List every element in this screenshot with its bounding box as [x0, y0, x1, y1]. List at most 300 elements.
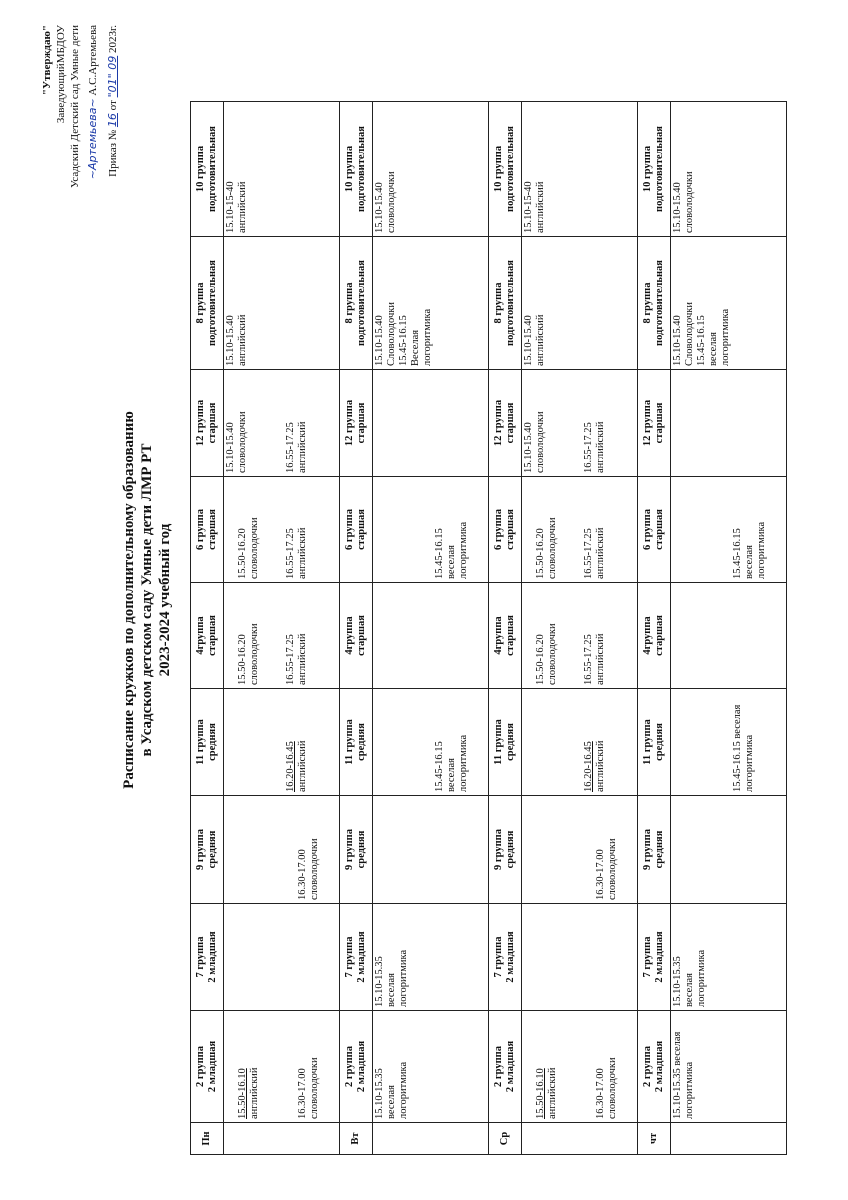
activity-cell — [671, 904, 787, 1011]
group-name: 7 группа — [642, 936, 653, 978]
day-label: Вт — [340, 1123, 373, 1155]
group-name: 2 группа — [195, 1046, 206, 1087]
group-header — [638, 102, 671, 237]
activity-line — [374, 692, 386, 792]
activity-line: логоритмика — [684, 1061, 695, 1119]
group-name: 11 группа — [195, 719, 206, 765]
group-header — [191, 1011, 224, 1123]
group-header — [340, 1011, 373, 1123]
approval-position: ЗаведующийМБДОУ — [55, 25, 67, 124]
group-name: 7 группа — [493, 936, 504, 978]
activity-line — [261, 586, 273, 685]
group-header — [638, 370, 671, 477]
page-title — [120, 0, 174, 1200]
activity-line — [273, 373, 285, 473]
group-age: подготовительная — [505, 260, 516, 346]
group-name: 4группа — [195, 616, 206, 655]
activity-line: 15.45-16.15 — [398, 315, 409, 366]
activity-line: 16.30-17.00 — [595, 849, 606, 900]
group-header — [489, 904, 522, 1011]
approval-org: Усадский Детский сад Умные дети — [69, 25, 81, 189]
activity-line: 15.10-15.40 — [523, 315, 534, 366]
activity-line — [237, 692, 249, 792]
group-header — [191, 583, 224, 689]
activity-line: 16.20-16.45 — [583, 741, 594, 792]
activity-line — [261, 480, 273, 579]
activity-line: 15.45-16.15 — [434, 528, 445, 579]
group-name: 7 группа — [195, 936, 206, 978]
activity-cell — [373, 1011, 489, 1123]
activity-cell — [522, 370, 638, 477]
activity-line: 16.55-17.25 — [285, 528, 296, 579]
group-header — [340, 583, 373, 689]
group-age: подготовительная — [207, 126, 218, 212]
activity-line — [523, 480, 535, 579]
activity-cell — [522, 689, 638, 796]
activity-cell — [373, 102, 489, 237]
activity-line — [523, 586, 535, 685]
activity-line: 15.10-15.40 — [672, 182, 683, 233]
title-line-3: 2023-2024 учебный год — [157, 523, 173, 677]
group-age: средняя — [356, 830, 367, 869]
group-age: 2 младшая — [654, 931, 665, 983]
activity-line: 16.55-17.25 — [583, 634, 594, 685]
activity-line: веселая — [446, 758, 457, 792]
activity-line — [547, 373, 559, 473]
schedule-table — [190, 101, 787, 1155]
activity-line: логоритмика — [398, 949, 409, 1007]
activity-line: английский — [297, 740, 308, 792]
activity-cell — [224, 477, 340, 583]
activity-line — [225, 480, 237, 579]
group-age: старшая — [654, 615, 665, 656]
group-name: 10 группа — [642, 145, 653, 193]
day-header-row — [638, 102, 671, 1155]
group-header — [638, 796, 671, 904]
group-name: 10 группа — [195, 145, 206, 193]
group-age: старшая — [207, 402, 218, 444]
activity-line — [684, 480, 696, 579]
group-age: 2 младшая — [207, 1040, 218, 1093]
group-header — [340, 689, 373, 796]
activity-line: 16.55-17.25 — [583, 528, 594, 579]
activity-line: веселая — [684, 973, 695, 1007]
activity-line: 16.30-17.00 — [595, 1068, 606, 1119]
activity-line — [547, 799, 559, 900]
activity-cell — [224, 102, 340, 237]
group-name: 2 группа — [344, 1046, 355, 1087]
day-spacer — [671, 1123, 787, 1155]
approval-stamp — [40, 25, 120, 315]
activity-cell — [224, 904, 340, 1011]
activity-line — [273, 692, 285, 792]
activity-line: 15.10-15.35 — [374, 1068, 385, 1119]
activity-line — [273, 480, 285, 579]
group-name: 11 группа — [642, 719, 653, 765]
activity-line — [273, 586, 285, 685]
group-name: 9 группа — [344, 829, 355, 870]
group-age: средняя — [505, 723, 516, 761]
activity-cell — [373, 477, 489, 583]
activity-cell — [522, 904, 638, 1011]
activity-cell — [671, 1011, 787, 1123]
activity-cell — [671, 796, 787, 904]
group-age: средняя — [356, 723, 367, 761]
group-header — [191, 102, 224, 237]
group-header — [191, 477, 224, 583]
group-name: 4группа — [344, 616, 355, 655]
order-number: 16 — [106, 113, 119, 128]
activity-line — [571, 586, 583, 685]
group-header — [191, 904, 224, 1011]
activity-line — [696, 480, 708, 579]
activity-line: английский — [297, 527, 308, 579]
group-age: 2 младшая — [356, 1040, 367, 1093]
activity-line: английский — [547, 1067, 558, 1119]
approval-title: "Утверждаю" — [41, 25, 53, 96]
activity-line: логоритмика — [422, 308, 433, 366]
activity-line — [386, 480, 398, 579]
activity-line — [571, 1014, 583, 1119]
activity-line: 15.10-15.35 — [374, 956, 385, 1007]
group-header — [489, 102, 522, 237]
group-header — [489, 237, 522, 370]
activity-cell — [224, 689, 340, 796]
activity-line — [249, 373, 261, 473]
activity-cell — [373, 370, 489, 477]
group-age: старшая — [654, 402, 665, 444]
group-header — [340, 904, 373, 1011]
activity-line: логоритмика — [458, 521, 469, 579]
group-age: старшая — [505, 402, 516, 444]
activity-line: логоритмика — [696, 949, 707, 1007]
group-age: старшая — [356, 615, 367, 656]
activity-line: словолодочки — [607, 1057, 618, 1119]
activity-line — [583, 1014, 595, 1119]
activity-line: 15.10-15.35 веселая — [672, 1031, 683, 1119]
group-age: подготовительная — [654, 126, 665, 212]
group-name: 11 группа — [344, 719, 355, 765]
group-header — [638, 689, 671, 796]
activity-line: 15.10-15.40 — [523, 422, 534, 473]
group-header — [489, 477, 522, 583]
group-name: 9 группа — [642, 829, 653, 870]
activity-line — [261, 373, 273, 473]
activity-line: 16.20-16.45 — [285, 741, 296, 792]
day-header-row — [489, 102, 522, 1155]
activity-line: веселая — [386, 1085, 397, 1119]
activity-line: английский — [249, 1067, 260, 1119]
activity-cell — [671, 689, 787, 796]
activity-line — [547, 692, 559, 792]
group-name: 6 группа — [642, 509, 653, 550]
activity-line: веселая — [386, 973, 397, 1007]
activity-line: словолодочки — [535, 411, 546, 473]
group-name: 11 группа — [493, 719, 504, 765]
activity-line: словолодочки — [309, 838, 320, 900]
activity-line — [398, 692, 410, 792]
activity-line — [285, 1014, 297, 1119]
activity-line — [523, 692, 535, 792]
activity-line — [684, 692, 696, 792]
activity-line — [559, 1014, 571, 1119]
activity-line — [571, 692, 583, 792]
group-age: старшая — [207, 615, 218, 656]
activity-line — [225, 586, 237, 685]
activity-line: словолодочки — [547, 623, 558, 685]
group-name: 10 группа — [344, 145, 355, 193]
activity-line: 15.10-15.40 — [672, 315, 683, 366]
group-age: старшая — [505, 509, 516, 550]
activity-cell — [224, 583, 340, 689]
activity-line: 15.10-15.40 — [225, 315, 236, 366]
activity-row — [671, 102, 787, 1155]
day-label: Пн — [191, 1123, 224, 1155]
group-header — [340, 796, 373, 904]
group-name: 8 группа — [195, 282, 206, 324]
activity-line: словолодочки — [309, 1057, 320, 1119]
activity-line — [422, 480, 434, 579]
activity-line — [261, 799, 273, 900]
activity-line: логоритмика — [744, 734, 755, 792]
group-age: средняя — [505, 830, 516, 869]
title-line-1: Расписание кружков по дополнительному образованию — [121, 411, 137, 789]
order-date: "01" 09 — [106, 55, 119, 98]
group-name: 12 группа — [344, 399, 355, 447]
group-header — [489, 689, 522, 796]
group-header — [638, 904, 671, 1011]
group-age: подготовительная — [505, 126, 516, 212]
activity-line — [583, 799, 595, 900]
group-header — [191, 370, 224, 477]
activity-line — [523, 1014, 535, 1119]
group-header — [340, 477, 373, 583]
group-name: 9 группа — [195, 829, 206, 870]
activity-line: 15.45-16.15 веселая — [732, 704, 743, 792]
group-age: подготовительная — [207, 260, 218, 346]
group-header — [489, 796, 522, 904]
group-age: старшая — [356, 509, 367, 550]
activity-cell — [522, 1011, 638, 1123]
activity-line: словолодочки — [237, 411, 248, 473]
activity-line: веселая — [744, 545, 755, 579]
activity-line — [273, 799, 285, 900]
activity-line — [672, 480, 684, 579]
group-header — [638, 583, 671, 689]
activity-cell — [671, 477, 787, 583]
group-header — [340, 237, 373, 370]
activity-line: 15.45-16.15 — [696, 315, 707, 366]
activity-line: 16.30-17.00 — [297, 1068, 308, 1119]
activity-cell — [373, 237, 489, 370]
activity-cell — [671, 237, 787, 370]
activity-line — [261, 692, 273, 792]
group-name: 12 группа — [642, 399, 653, 447]
group-name: 12 группа — [493, 399, 504, 447]
day-spacer — [522, 1123, 638, 1155]
activity-line: 15.50-16.10 — [535, 1068, 546, 1119]
activity-line: логоритмика — [720, 308, 731, 366]
activity-line — [398, 480, 410, 579]
activity-line — [225, 692, 237, 792]
activity-line: английский — [535, 181, 546, 233]
activity-cell — [373, 796, 489, 904]
activity-row — [224, 102, 340, 1155]
activity-line: 16.55-17.25 — [285, 422, 296, 473]
activity-cell — [522, 583, 638, 689]
group-header — [638, 1011, 671, 1123]
activity-line: логоритмика — [756, 521, 767, 579]
group-header — [340, 102, 373, 237]
day-label: Ср — [489, 1123, 522, 1155]
activity-line: словолодочки — [607, 838, 618, 900]
group-header — [340, 370, 373, 477]
activity-line — [559, 799, 571, 900]
order-year: 2023г. — [107, 25, 119, 54]
group-header — [191, 689, 224, 796]
activity-line: английский — [535, 314, 546, 366]
group-name: 8 группа — [642, 282, 653, 324]
activity-line: 15.10-15.40 — [374, 315, 385, 366]
group-header — [638, 237, 671, 370]
group-header — [489, 370, 522, 477]
activity-line — [571, 480, 583, 579]
group-name: 2 группа — [493, 1046, 504, 1087]
activity-line: английский — [237, 314, 248, 366]
activity-line: словолодочки — [547, 517, 558, 579]
activity-cell — [522, 102, 638, 237]
group-header — [638, 477, 671, 583]
activity-line: логоритмика — [398, 1061, 409, 1119]
day-label: чт — [638, 1123, 671, 1155]
activity-line: словолодочки — [684, 171, 695, 233]
group-name: 12 группа — [195, 399, 206, 447]
activity-line: английский — [595, 740, 606, 792]
group-name: 6 группа — [344, 509, 355, 550]
activity-line: английский — [297, 633, 308, 685]
order-from: от — [107, 100, 119, 111]
group-age: средняя — [207, 723, 218, 761]
activity-line: 15.45-16.15 — [732, 528, 743, 579]
activity-line — [708, 692, 720, 792]
activity-line: английский — [595, 527, 606, 579]
activity-line: Веселая — [410, 329, 421, 366]
activity-cell — [224, 1011, 340, 1123]
group-age: подготовительная — [356, 126, 367, 212]
activity-line — [249, 799, 261, 900]
activity-line: 15.50-16.20 — [237, 528, 248, 579]
activity-line — [559, 373, 571, 473]
activity-cell — [224, 796, 340, 904]
activity-cell — [373, 689, 489, 796]
activity-line — [410, 692, 422, 792]
group-age: подготовительная — [356, 260, 367, 346]
group-age: средняя — [654, 830, 665, 869]
activity-line — [720, 480, 732, 579]
activity-row — [522, 102, 638, 1155]
group-name: 9 группа — [493, 829, 504, 870]
activity-cell — [373, 904, 489, 1011]
activity-line: 15.50-16.10 — [237, 1068, 248, 1119]
group-age: 2 младшая — [207, 931, 218, 983]
group-name: 8 группа — [493, 282, 504, 324]
activity-line — [672, 692, 684, 792]
activity-line: 15.10-15-40 — [225, 181, 236, 233]
activity-line: 15.50-16.20 — [237, 634, 248, 685]
group-age: 2 младшая — [654, 1040, 665, 1093]
title-line-2: в Усадском детском саду Умные дети ЛМР РТ — [139, 443, 155, 757]
activity-line: словолодочки — [249, 517, 260, 579]
activity-cell — [373, 583, 489, 689]
activity-line: Словолодочки — [386, 302, 397, 366]
group-header — [489, 583, 522, 689]
activity-line — [696, 692, 708, 792]
activity-line — [708, 480, 720, 579]
activity-line: английский — [297, 421, 308, 473]
group-age: старшая — [207, 509, 218, 550]
group-name: 6 группа — [195, 509, 206, 550]
activity-line: Словолодочки — [684, 302, 695, 366]
group-age: 2 младшая — [505, 931, 516, 983]
group-name: 4группа — [642, 616, 653, 655]
activity-cell — [671, 583, 787, 689]
activity-line — [273, 1014, 285, 1119]
activity-cell — [671, 102, 787, 237]
activity-line: 15.10-15.35 — [672, 956, 683, 1007]
day-header-row — [191, 102, 224, 1155]
group-name: 2 группа — [642, 1046, 653, 1087]
activity-line — [410, 480, 422, 579]
group-age: старшая — [356, 402, 367, 444]
activity-line — [571, 373, 583, 473]
activity-line: 16.55-17.25 — [285, 634, 296, 685]
activity-row — [373, 102, 489, 1155]
activity-line: словолодочки — [386, 171, 397, 233]
activity-line — [374, 480, 386, 579]
group-header — [191, 237, 224, 370]
group-name: 6 группа — [493, 509, 504, 550]
group-name: 8 группа — [344, 282, 355, 324]
group-name: 4группа — [493, 616, 504, 655]
activity-line — [249, 692, 261, 792]
activity-line — [285, 799, 297, 900]
group-age: подготовительная — [654, 260, 665, 346]
activity-line: веселая — [708, 332, 719, 366]
activity-line: английский — [595, 633, 606, 685]
day-spacer — [224, 1123, 340, 1155]
activity-cell — [224, 237, 340, 370]
activity-line: логоритмика — [458, 734, 469, 792]
activity-cell — [522, 796, 638, 904]
day-header-row — [340, 102, 373, 1155]
activity-line — [225, 1014, 237, 1119]
activity-line: английский — [237, 181, 248, 233]
activity-line — [559, 586, 571, 685]
activity-line — [535, 692, 547, 792]
activity-cell — [522, 237, 638, 370]
activity-line: словолодочки — [249, 623, 260, 685]
activity-line — [559, 692, 571, 792]
group-age: средняя — [207, 830, 218, 869]
activity-line: 15.10-15-40 — [523, 181, 534, 233]
activity-line — [386, 692, 398, 792]
activity-line: 15.10-15.40 — [225, 422, 236, 473]
activity-line: 16.30-17.00 — [297, 849, 308, 900]
activity-line — [523, 799, 535, 900]
signature: ~Артемьева~ — [86, 98, 99, 180]
activity-cell — [522, 477, 638, 583]
activity-line — [261, 1014, 273, 1119]
